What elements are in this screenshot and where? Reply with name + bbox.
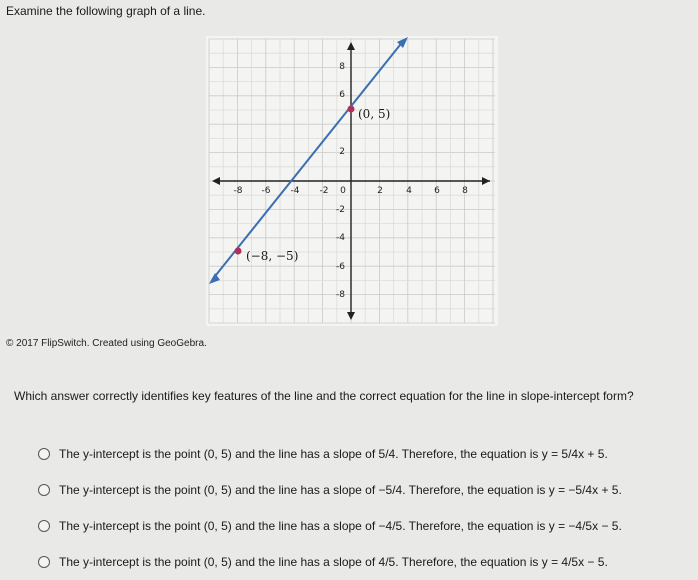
choice-c[interactable] [38, 508, 698, 544]
x-tick-label: 8 [462, 186, 468, 196]
credit-text: © 2017 FlipSwitch. Created using GeoGebra. [6, 338, 207, 349]
point-label-neg8-neg5: (−8, −5) [246, 249, 299, 263]
x-tick-label: 4 [406, 186, 412, 196]
y-tick-label: -2 [336, 205, 345, 215]
choice-text: The y-intercept is the point (0, 5) and the line has a slope of 4/5. Therefore, the equation is y = 4/5x − 5. [59, 555, 608, 569]
y-tick-label: 8 [339, 62, 345, 72]
point-0-5 [348, 106, 355, 113]
prompt-text: Examine the following graph of a line. [6, 4, 206, 18]
x-tick-label: -4 [290, 186, 300, 196]
y-tick-label: -8 [336, 290, 345, 300]
radio-button[interactable] [38, 484, 50, 496]
y-tick-label: 6 [339, 90, 345, 100]
y-tick-label: -6 [336, 262, 345, 272]
choice-a[interactable] [38, 436, 698, 472]
choice-b[interactable] [38, 472, 698, 508]
choice-text: The y-intercept is the point (0, 5) and the line has a slope of −5/4. Therefore, the equation is y = −5/4x + 5. [59, 483, 622, 497]
point-neg8-neg5 [235, 248, 242, 255]
y-tick-label: -4 [336, 233, 345, 243]
choice-text: The y-intercept is the point (0, 5) and the line has a slope of −4/5. Therefore, the equation is y = −4/5x − 5. [59, 519, 622, 533]
x-tick-label: 2 [377, 186, 383, 196]
graph-svg [206, 36, 498, 326]
radio-button[interactable] [38, 448, 50, 460]
x-tick-label: -6 [261, 186, 271, 196]
x-tick-label: 0 [340, 186, 346, 196]
point-label-0-5: (0, 5) [358, 107, 391, 121]
x-tick-label: 6 [434, 186, 440, 196]
choice-text: The y-intercept is the point (0, 5) and the line has a slope of 5/4. Therefore, the equation is y = 5/4x + 5. [59, 447, 608, 461]
answer-choices [38, 436, 698, 580]
choice-d[interactable] [38, 544, 698, 580]
y-tick-label: 2 [339, 147, 345, 157]
x-tick-label: -8 [233, 186, 243, 196]
question-text: Which answer correctly identifies key features of the line and the correct equation for the line in slope-intercept form? [14, 389, 634, 403]
x-tick-label: -2 [319, 186, 329, 196]
radio-button[interactable] [38, 520, 50, 532]
radio-button[interactable] [38, 556, 50, 568]
line-graph [206, 36, 498, 326]
